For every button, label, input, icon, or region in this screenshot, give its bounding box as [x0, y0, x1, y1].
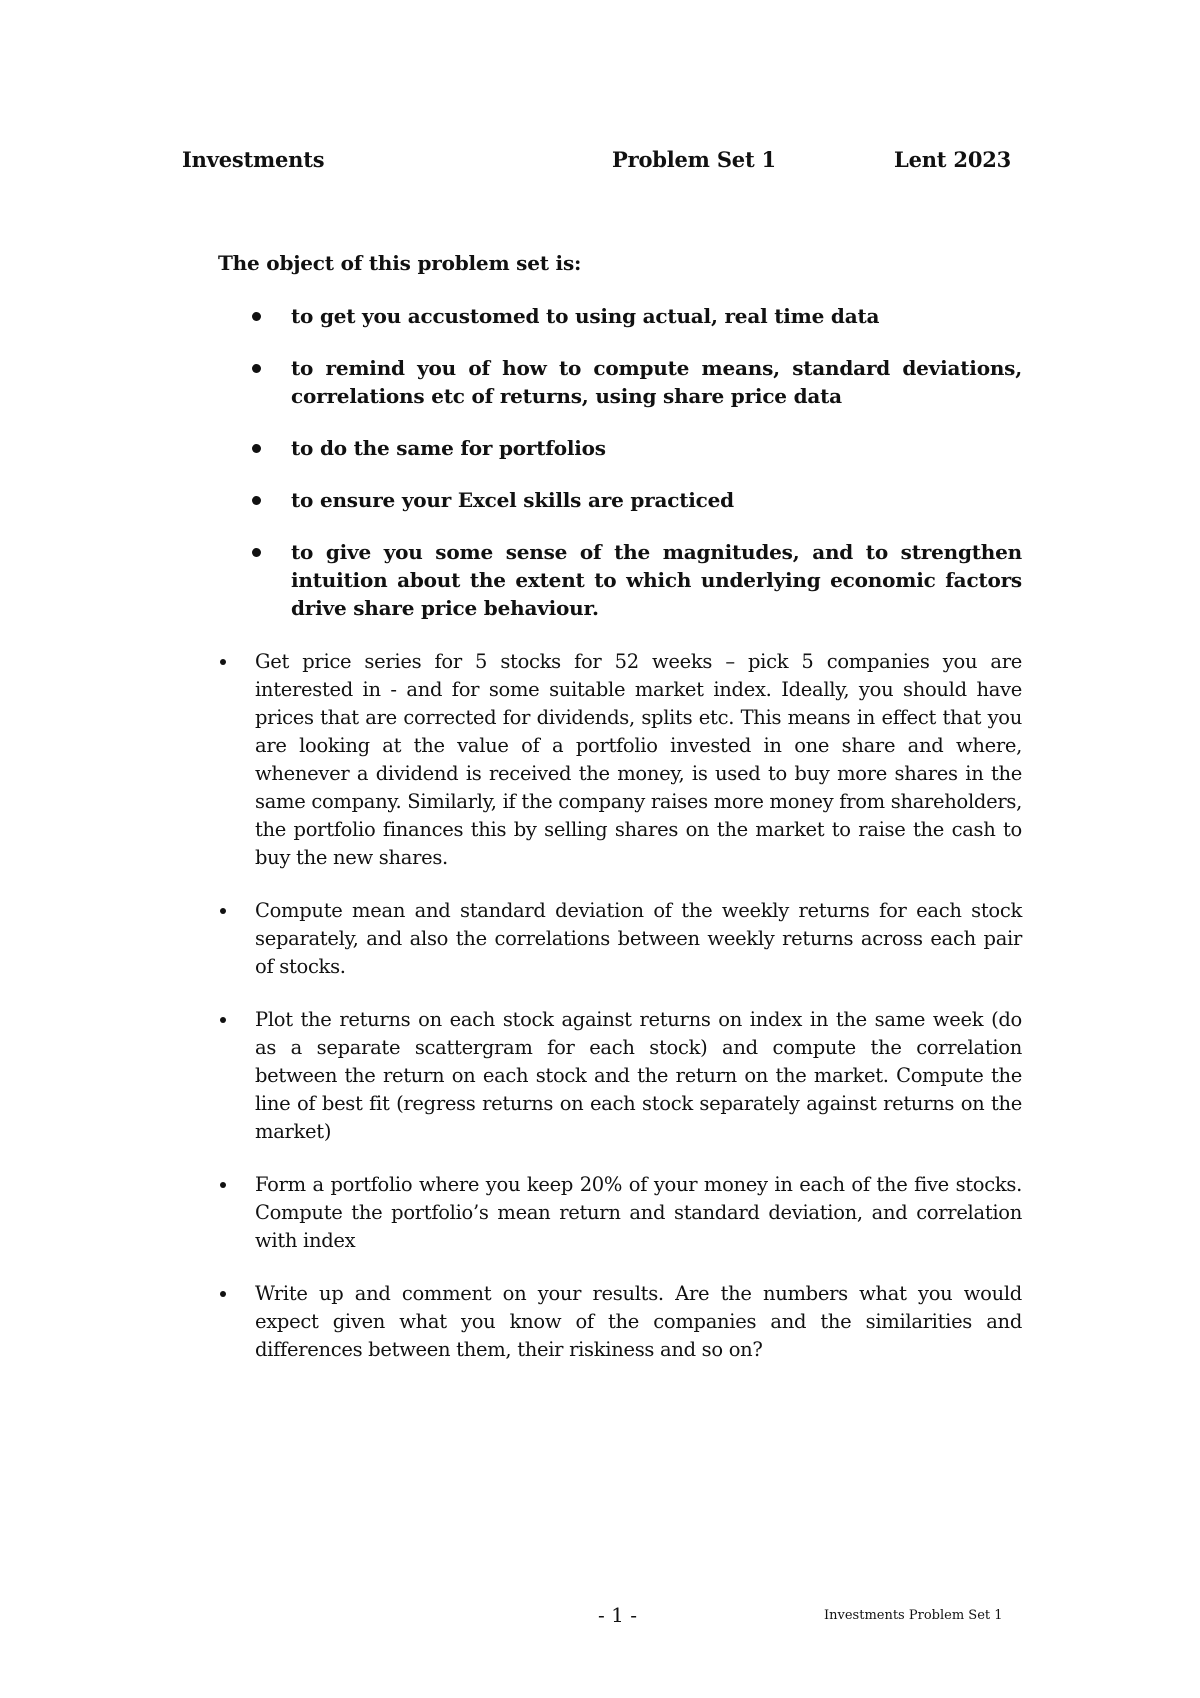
objective-item	[252, 538, 1022, 622]
bullet-icon	[252, 496, 261, 505]
objective-text: to get you accustomed to using actual, real time data	[291, 304, 880, 328]
footer-title: Investments Problem Set 1	[824, 1608, 1003, 1623]
task-text: Compute mean and standard deviation of the weekly returns for each stock separately, and also the correlations between weekly returns across each pair of stocks.	[255, 899, 1022, 978]
bullet-icon	[220, 1182, 226, 1188]
bullet-icon	[252, 364, 261, 373]
page-number: - 1 -	[598, 1603, 637, 1627]
objective-text: to give you some sense of the magnitudes, and to strengthen intuition about the extent to which underlying economic factors drive share price behaviour.	[291, 540, 1022, 620]
task-item	[218, 1171, 1022, 1255]
header-term: Lent 2023	[894, 147, 1012, 172]
header-course-title: Investments	[182, 147, 325, 172]
tasks-list	[218, 648, 1022, 1389]
objective-text: to remind you of how to compute means, standard deviations, correlations etc of returns, using share price data	[291, 356, 1022, 408]
bullet-icon	[220, 1291, 226, 1297]
task-text: Form a portfolio where you keep 20% of your money in each of the five stocks. Compute the portfolio’s mean return and standard deviation, and correlation with index	[255, 1173, 1022, 1252]
bullet-icon	[220, 659, 226, 665]
objective-item	[252, 302, 1022, 330]
objective-item	[252, 486, 1022, 514]
task-text: Write up and comment on your results. Are the numbers what you would expect given what you know of the companies and the similarities and differences between them, their riskiness and so on?	[255, 1282, 1022, 1361]
objectives-list	[252, 302, 1022, 646]
task-item	[218, 897, 1022, 981]
page-header	[182, 147, 1022, 177]
intro-text: The object of this problem set is:	[218, 251, 582, 275]
bullet-icon	[220, 908, 226, 914]
task-text: Get price series for 5 stocks for 52 weeks – pick 5 companies you are interested in - and for some suitable market index. Ideally, you should have prices that are corrected for dividends, splits etc. This means in effect that you are looking at the value of a portfolio invested in one share and where, whenever a dividend is received the money, is used to buy more shares in the same company. Similarly, if the company raises more money from shareholders, the portfolio finances this by selling shares on the market to raise the cash to buy the new shares.	[255, 650, 1022, 869]
bullet-icon	[220, 1017, 226, 1023]
objective-text: to ensure your Excel skills are practiced	[291, 488, 734, 512]
objective-item	[252, 434, 1022, 462]
objective-text: to do the same for portfolios	[291, 436, 606, 460]
bullet-icon	[252, 548, 261, 557]
task-item	[218, 1280, 1022, 1364]
task-text: Plot the returns on each stock against returns on index in the same week (do as a separate scattergram for each stock) and compute the correlation between the return on each stock and the return on the market. Compute the line of best fit (regress returns on each stock separately against returns on the market)	[255, 1008, 1022, 1143]
task-item	[218, 648, 1022, 872]
bullet-icon	[252, 312, 261, 321]
header-problem-set: Problem Set 1	[612, 147, 776, 172]
objective-item	[252, 354, 1022, 410]
task-item	[218, 1006, 1022, 1146]
bullet-icon	[252, 444, 261, 453]
